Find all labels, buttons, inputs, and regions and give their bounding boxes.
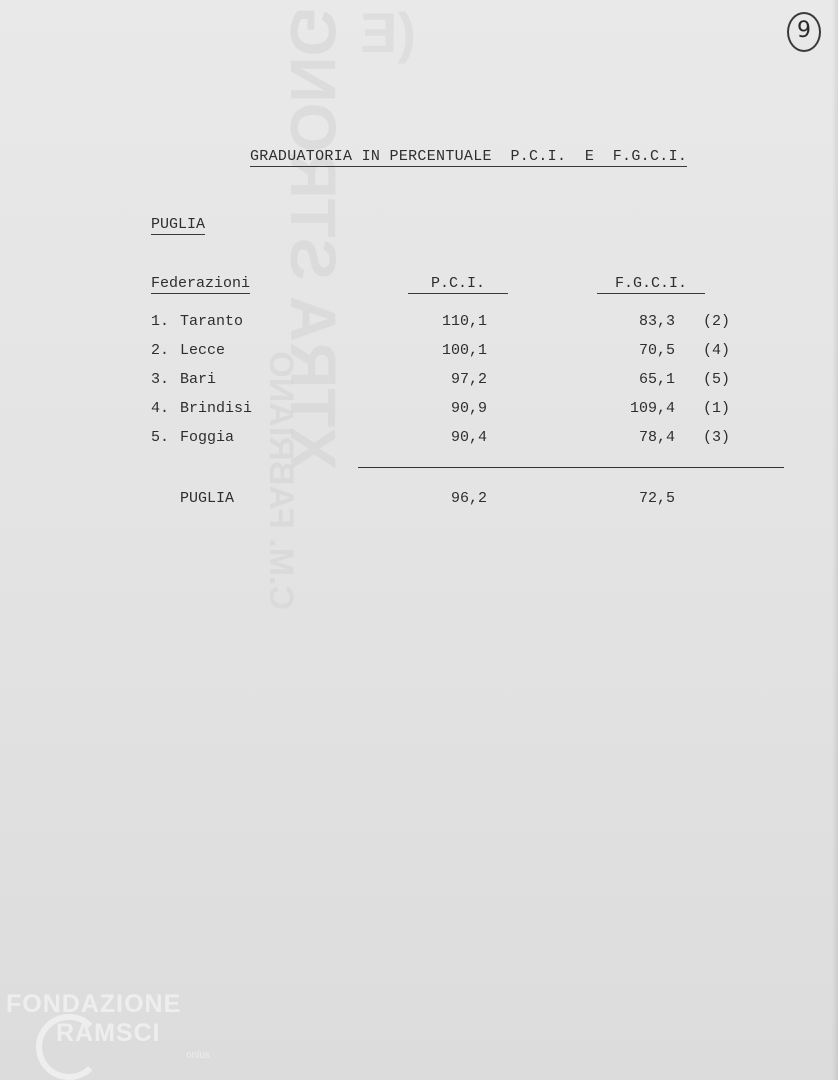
- fgci-value: 109,4: [629, 400, 675, 417]
- table-row: [151, 371, 791, 400]
- fgci-rank: (3): [703, 429, 731, 446]
- total-label: PUGLIA: [180, 490, 235, 507]
- pci-value: 100,1: [441, 342, 487, 359]
- watermark-top: (E: [360, 1, 416, 64]
- pci-value: 110,1: [441, 313, 487, 330]
- row-number: 5.: [151, 429, 170, 446]
- pci-value: 97,2: [450, 371, 487, 388]
- fgci-rank: (2): [703, 313, 731, 330]
- fgci-value: 70,5: [638, 342, 675, 359]
- total-pci-value: 96,2: [450, 490, 487, 507]
- federation-name: Brindisi: [180, 400, 253, 417]
- federation-name: Lecce: [180, 342, 226, 359]
- column-header-pci: P.C.I.: [408, 275, 508, 294]
- fondazione-gramsci-logo: [6, 990, 210, 1061]
- region-heading: PUGLIA: [151, 216, 206, 233]
- column-header-federations: Federazioni: [151, 275, 251, 292]
- federation-name: Foggia: [180, 429, 235, 446]
- fgci-value: 78,4: [638, 429, 675, 446]
- logo-line2: RAMSCI: [56, 1019, 161, 1047]
- pci-value: 90,9: [450, 400, 487, 417]
- page-number: 9: [787, 12, 821, 52]
- federation-table: [151, 313, 791, 458]
- logo-line1: FONDAZIONE: [6, 990, 182, 1018]
- pci-value: 90,4: [450, 429, 487, 446]
- total-row: [151, 490, 791, 514]
- fgci-rank: (4): [703, 342, 731, 359]
- logo-sub: onlus: [186, 1050, 210, 1061]
- federation-name: Taranto: [180, 313, 244, 330]
- fgci-rank: (1): [703, 400, 731, 417]
- column-header-fgci: F.G.C.I.: [597, 275, 705, 294]
- table-row: [151, 400, 791, 429]
- fgci-value: 83,3: [638, 313, 675, 330]
- page-edge-shadow: [832, 0, 838, 1080]
- table-row: [151, 429, 791, 458]
- row-number: 1.: [151, 313, 170, 330]
- table-row: [151, 342, 791, 371]
- table-row: [151, 313, 791, 342]
- logo-g-mark-icon: [36, 1014, 102, 1080]
- total-fgci-value: 72,5: [638, 490, 675, 507]
- watermark-main: XTRA STRONG: [277, 6, 349, 470]
- page-title: GRADUATORIA IN PERCENTUALE P.C.I. E F.G.C.I.: [250, 148, 688, 165]
- total-divider: [358, 467, 784, 468]
- row-number: 3.: [151, 371, 170, 388]
- federation-name: Bari: [180, 371, 217, 388]
- fgci-value: 65,1: [638, 371, 675, 388]
- fgci-rank: (5): [703, 371, 731, 388]
- watermark-sub: C.M. FABRIANO: [262, 351, 300, 610]
- row-number: 2.: [151, 342, 170, 359]
- row-number: 4.: [151, 400, 170, 417]
